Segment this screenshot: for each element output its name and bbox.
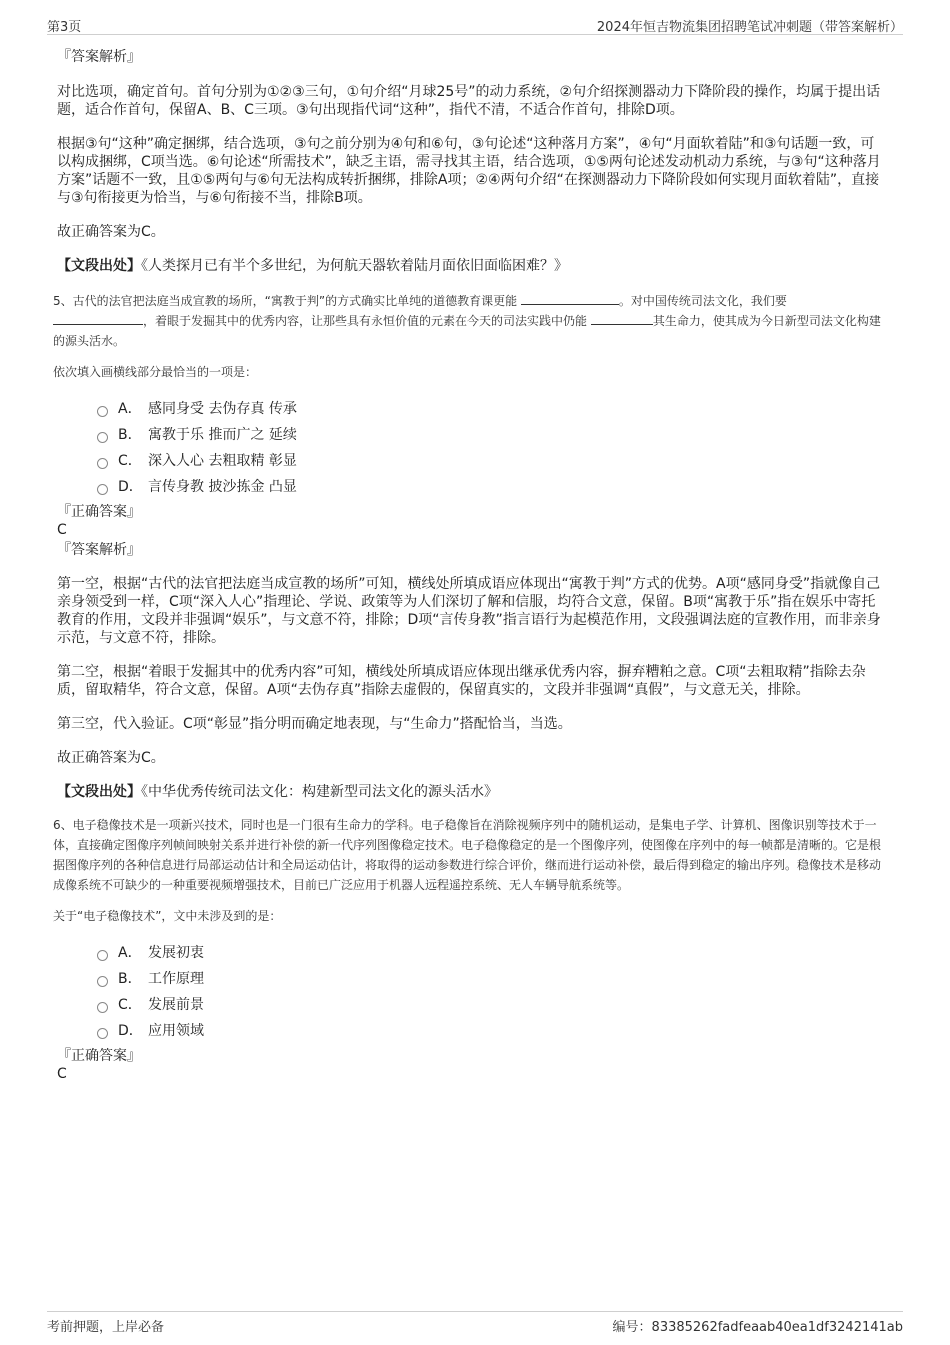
footer-slogan: 考前押题，上岸必备 [47,1320,165,1335]
option-a[interactable]: A． 感同身受 去伪存真 传承 [97,395,885,421]
page-header [47,14,903,35]
source-title: 《中华优秀传统司法文化：构建新型司法文化的源头活水》 [141,784,498,800]
radio-icon[interactable] [97,1028,108,1039]
page-number: 第3页 [47,20,82,35]
source-title: 《人类探月已有半个多世纪，为何航天器软着陆月面依旧面临困难？》 [141,258,568,274]
fill-blank [591,312,653,325]
radio-icon[interactable] [97,484,108,495]
option-d[interactable]: D． 言传身教 披沙拣金 凸显 [97,473,885,499]
radio-icon[interactable] [97,458,108,469]
page-content [53,48,885,1083]
analysis-paragraph: 根据③句“这种”确定捆绑，结合选项，③句之前分别为④句和⑥句，③句论述“这种落月方案”，④句“月面软着陆”和③句话题一致，可以构成捆绑，C项当选。⑥句论述“所需技术”，缺乏主语，需寻找其主语，结合选项，①⑤两句论述发动机动力系统，与③句“这种落月方案”话题不一致，且①⑤两句与⑥句无法构成转折捆绑，排除A项；②④两句介绍“在探测器动力下降阶段如何实现月面软着陆”，直接与③句衔接更为恰当，与⑥句衔接不当，排除B项。 [57,136,881,206]
analysis-tag: 『答案解析』 [57,49,141,65]
radio-icon[interactable] [97,950,108,961]
question-6-text: 6、电子稳像技术是一项新兴技术，同时也是一门很有生命力的学科。电子稳像旨在消除视频序列中的随机运动，是集电子学、计算机、图像识别等技术于一体，直接确定图像序列帧间映射关系并进行补偿的新一代序列图像稳定技术。电子稳像稳定的是一个图像序列，使图像在序列中的每一帧都是清晰的。它是根据图像序列的各种信息进行局部运动估计和全局运动估计，将取得的运动参数进行综合评价，继而进行运动补偿，最后得到稳定的输出序列。稳像技术是移动成像系统不可缺少的一种重要视频增强技术，目前已广泛应用于机器人远程遥控系统、无人车辆导航系统等。 [53,818,882,892]
radio-icon[interactable] [97,976,108,987]
question-5-text: 5、古代的法官把法庭当成宣教的场所，“寓教于判”的方式确实比单纯的道德教育课更能 。对中国传统司法文化，我们要 ，着眼于发掘其中的优秀内容，让那些具有永恒价值的元素在今天的司法实践中仍能 其生命力，使其成为今日新型司法文化构建的源头活水。 [53,294,881,348]
options-list [97,939,885,1043]
option-c[interactable]: C． 发展前景 [97,991,885,1017]
correct-answer: C [57,1066,67,1082]
analysis-tag: 『答案解析』 [57,542,141,558]
correct-answer-tag: 『正确答案』 [57,504,141,520]
page-footer [47,1311,903,1336]
source-label: 【文段出处】 [57,784,141,800]
source-label: 【文段出处】 [57,258,141,274]
radio-icon[interactable] [97,432,108,443]
document-id: 编号：83385262fadfeaab40ea1df3242141ab [612,1320,903,1335]
correct-answer-tag: 『正确答案』 [57,1048,141,1064]
question-prompt: 关于“电子稳像技术”，文中未涉及到的是： [53,909,282,923]
option-d[interactable]: D． 应用领域 [97,1017,885,1043]
analysis-paragraph: 第一空，根据“古代的法官把法庭当成宣教的场所”可知，横线处所填成语应体现出“寓教于判”方式的优势。A项“感同身受”指就像自己亲身领受到一样，C项“深入人心”指理论、学说、政策等为人们深切了解和信服，均符合文意，保留。B项“寓教于乐”指在娱乐中寄托教育的作用，文段并非强调“娱乐”，与文意不符，排除；D项“言传身教”指言语行为起模范作用，文段强调法庭的宣教作用，而非亲身示范，与文意不符，排除。 [57,576,881,646]
radio-icon[interactable] [97,1002,108,1013]
option-b[interactable]: B． 寓教于乐 推而广之 延续 [97,421,885,447]
option-c[interactable]: C． 深入人心 去粗取精 彰显 [97,447,885,473]
passage-source [57,257,885,275]
question-prompt: 依次填入画横线部分最恰当的一项是： [53,365,258,379]
option-b[interactable]: B． 工作原理 [97,965,885,991]
answer-conclusion: 故正确答案为C。 [57,750,165,766]
analysis-paragraph: 第三空，代入验证。C项“彰显”指分明而确定地表现，与“生命力”搭配恰当，当选。 [57,716,572,732]
analysis-paragraph: 对比选项，确定首句。首句分别为①②③三句，①句介绍“月球25号”的动力系统，②句介绍探测器动力下降阶段的操作，均属于提出话题，适合作首句，保留A、B、C三项。③句出现指代词“这种”，指代不清，不适合作首句，排除D项。 [57,84,881,118]
answer-conclusion: 故正确答案为C。 [57,224,165,240]
radio-icon[interactable] [97,406,108,417]
fill-blank [521,292,619,305]
options-list [97,395,885,499]
document-title: 2024年恒吉物流集团招聘笔试冲刺题（带答案解析） [596,20,903,35]
correct-answer: C [57,522,67,538]
analysis-paragraph: 第二空，根据“着眼于发掘其中的优秀内容”可知，横线处所填成语应体现出继承优秀内容，摒弃糟粕之意。C项“去粗取精”指除去杂质，留取精华，符合文意，保留。A项“去伪存真”指除去虚假的，保留真实的，文段并非强调“真假”，与文意无关，排除。 [57,664,866,698]
option-a[interactable]: A． 发展初衷 [97,939,885,965]
passage-source [57,783,885,801]
fill-blank [53,312,143,325]
